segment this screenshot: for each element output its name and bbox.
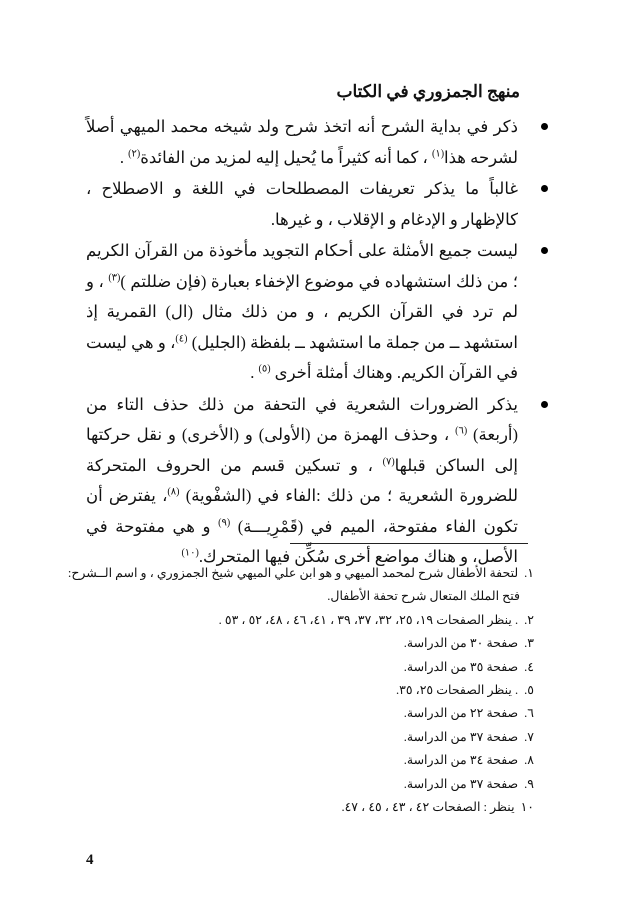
footnote-marker: (٤) bbox=[175, 333, 188, 344]
bullet-item bbox=[86, 236, 532, 389]
footnote-item bbox=[67, 562, 534, 609]
bullet-text: غالباً ما يذكر تعريفات المصطلحات في اللغة و الاصطلاح ، كالإظهار و الإدغام و الإقلاب ، و غيرها. bbox=[86, 179, 518, 229]
bullet-item bbox=[86, 390, 532, 573]
footnote-item bbox=[120, 796, 534, 819]
footnote-text-continued: فتح الملك المتعال شرح تحفة الأطفال. bbox=[327, 589, 520, 604]
footnote-text: لتحفة الأطفال شرح لمحمد الميهي و هو ابن علي الميهي شيخ الجمزوري ، و اسم الــشرح: bbox=[67, 566, 519, 580]
bullet-item bbox=[86, 174, 532, 235]
footnote-text: . ينظر الصفحات ٢٥، ٣٥. bbox=[395, 683, 519, 698]
footnote-number: ٤. bbox=[524, 659, 534, 674]
section-heading: منهج الجمزوري في الكتاب bbox=[336, 82, 520, 101]
footnote-number: ٩. bbox=[524, 776, 534, 791]
footnote-marker: (١) bbox=[431, 148, 445, 159]
bullet-dot-icon bbox=[541, 123, 548, 130]
footnote-separator bbox=[290, 543, 528, 544]
footnote-number: ١. bbox=[524, 566, 534, 580]
bullet-text: ذكر في بداية الشرح أنه اتخذ شرح ولد شيخه محمد الميهي أصلاً لشرحه هذا bbox=[86, 117, 518, 167]
bullet-text: ، و هي ليست في القرآن الكريم. وهناك أمثلة أخرى bbox=[86, 332, 518, 382]
footnote-text: . ينظر الصفحات ١٩، ٢٥، ٣٢، ٣٧، ٣٩ ، ٤١، ٤٦ ، ٤٨، ٥٢ ، ٥٣ . bbox=[218, 612, 519, 627]
bullet-text: ليست جميع الأمثلة على أحكام التجويد مأخوذة من القرآن الكريم ؛ من ذلك استشهاده في موضوع الإخفاء بعبارة (فإن ضللتم ) bbox=[86, 241, 518, 291]
footnote-number: ٨. bbox=[524, 753, 534, 768]
footnote-marker: (٨) bbox=[167, 486, 180, 498]
page-number: 4 bbox=[86, 852, 94, 868]
bullet-text: ، و تسكين قسم من الحروف المتحركة للضرورة الشعرية ؛ من ذلك :الفاء في (الشفْوية) bbox=[86, 455, 519, 505]
bullet-text: . bbox=[119, 147, 125, 167]
bullet-text: . bbox=[250, 363, 255, 382]
footnote-number: ١٠ bbox=[520, 800, 534, 815]
footnote-text: صفحة ٣٧ من الدراسة. bbox=[403, 729, 519, 744]
footnote-list bbox=[67, 562, 534, 819]
bullet-dot-icon bbox=[541, 401, 548, 408]
footnote-item bbox=[120, 656, 534, 679]
footnote-item bbox=[120, 609, 534, 632]
footnote-marker: (٢) bbox=[128, 148, 141, 159]
footnote-number: ٣. bbox=[524, 636, 534, 651]
footnote-item bbox=[120, 702, 534, 725]
footnote-item bbox=[120, 773, 534, 796]
footnote-item bbox=[120, 632, 534, 655]
bullet-text: و هي مفتوحة في الأصل، و هناك مواضع أخرى سُكِّن فيها المتحرك. bbox=[86, 516, 518, 566]
footnote-text: صفحة ٣٥ من الدراسة. bbox=[403, 659, 519, 674]
footnote-text: صفحة ٢٢ من الدراسة. bbox=[403, 706, 519, 721]
bullet-text: ، وحذف الهمزة من (الأولى) و (الأخرى) و نقل حركتها إلى الساكن قبلها bbox=[86, 425, 518, 475]
bullet-text: ، يفترض أن تكون الفاء مفتوحة، الميم في (قَمْرِيـــة) bbox=[86, 486, 518, 536]
footnote-number: ٢. bbox=[524, 612, 534, 627]
footnote-number: ٦. bbox=[524, 706, 534, 721]
bullet-dot-icon bbox=[541, 247, 548, 254]
footnote-text: صفحة ٣٤ من الدراسة. bbox=[403, 753, 519, 768]
footnote-marker: (٥) bbox=[258, 363, 271, 375]
bullet-text: يذكر الضرورات الشعرية في التحفة من ذلك حذف التاء من (أربعة) bbox=[86, 394, 518, 444]
footnote-marker: (١٠) bbox=[181, 547, 199, 559]
footnote-item bbox=[120, 726, 534, 749]
footnote-number: ٥. bbox=[524, 683, 534, 698]
footnote-item bbox=[120, 679, 534, 702]
bullet-text: ، و لم ترد في القرآن الكريم ، و من ذلك مثال (ال) القمرية إذ استشهد ــ من جملة ما استشهد ــ بلفظة (الجليل) bbox=[86, 271, 519, 352]
footnote-marker: (٣) bbox=[108, 272, 121, 283]
bullet-text: ، كما أنه كثيراً ما يُحيل إليه لمزيد من الفائدة bbox=[140, 147, 428, 167]
bullet-dot-icon bbox=[541, 185, 548, 192]
footnote-text: صفحة ٣٠ من الدراسة. bbox=[403, 636, 519, 651]
footnote-text: ينظر : الصفحات ٤٢ ، ٤٣ ، ٤٥ ، ٤٧. bbox=[341, 800, 515, 815]
footnote-item bbox=[120, 749, 534, 772]
bullet-list bbox=[86, 112, 532, 574]
footnote-marker: (٦) bbox=[455, 425, 468, 437]
footnote-text: صفحة ٣٧ من الدراسة. bbox=[403, 776, 519, 791]
bullet-item bbox=[86, 112, 532, 173]
footnote-marker: (٧) bbox=[382, 456, 395, 467]
footnote-marker: (٩) bbox=[218, 517, 231, 528]
footnote-number: ٧. bbox=[524, 729, 534, 744]
